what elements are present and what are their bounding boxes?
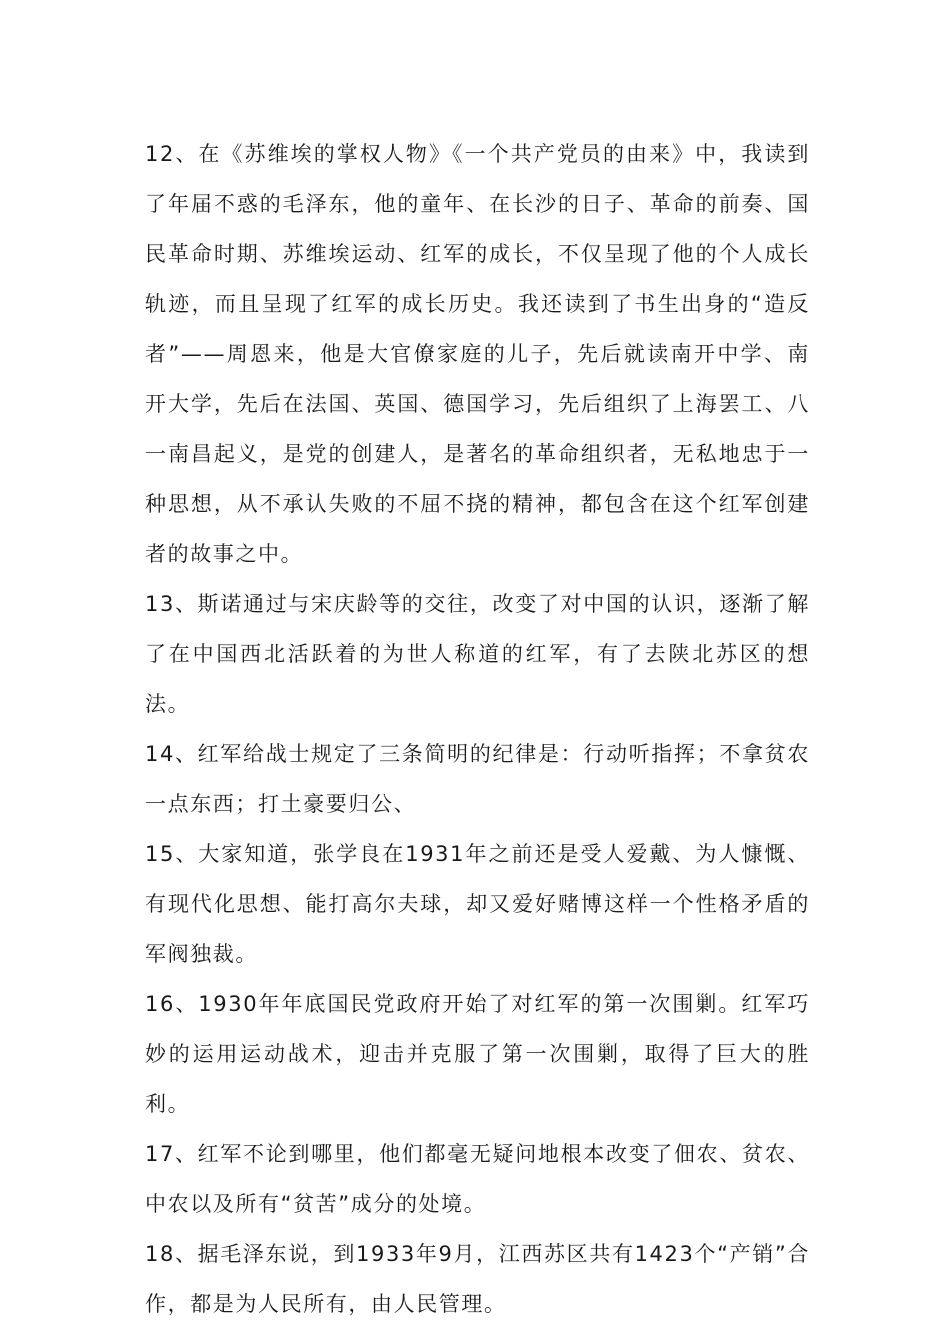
- paragraph-16: 16、1930年年底国民党政府开始了对红军的第一次围剿。红军巧妙的运用运动战术，迎击并克服了第一次围剿，取得了巨大的胜利。: [145, 992, 810, 1116]
- paragraph-18: 18、据毛泽东说，到1933年9月，江西苏区共有1423个“产销”合作，都是为人民所有，由人民管理。: [145, 1242, 810, 1316]
- paragraph-13: 13、斯诺通过与宋庆龄等的交往，改变了对中国的认识，逐渐了解了在中国西北活跃着的为世人称道的红军，有了去陕北苏区的想法。: [145, 592, 810, 716]
- paragraph-15: 15、大家知道，张学良在1931年之前还是受人爱戴、为人慷慨、有现代化思想、能打高尔夫球，却又爱好赌博这样一个性格矛盾的军阀独裁。: [145, 842, 810, 966]
- paragraph-12: 12、在《苏维埃的掌权人物》《一个共产党员的由来》中，我读到了年届不惑的毛泽东，他的童年、在长沙的日子、革命的前奏、国民革命时期、苏维埃运动、红军的成长，不仅呈现了他的个人成长轨迹，而且呈现了红军的成长历史。我还读到了书生出身的“造反者”——周恩来，他是大官僚家庭的儿子，先后就读南开中学、南开大学，先后在法国、英国、德国学习，先后组织了上海罢工、八一南昌起义，是党的创建人，是著名的革命组织者，无私地忠于一种思想，从不承认失败的不屈不挠的精神，都包含在这个红军创建者的故事之中。: [145, 142, 810, 566]
- paragraph-14: 14、红军给战士规定了三条简明的纪律是：行动听指挥；不拿贫农一点东西；打土豪要归公、: [145, 742, 810, 816]
- paragraph-17: 17、红军不论到哪里，他们都毫无疑问地根本改变了佃农、贫农、中农以及所有“贫苦”成分的处境。: [145, 1142, 810, 1216]
- document-body: [145, 129, 810, 1329]
